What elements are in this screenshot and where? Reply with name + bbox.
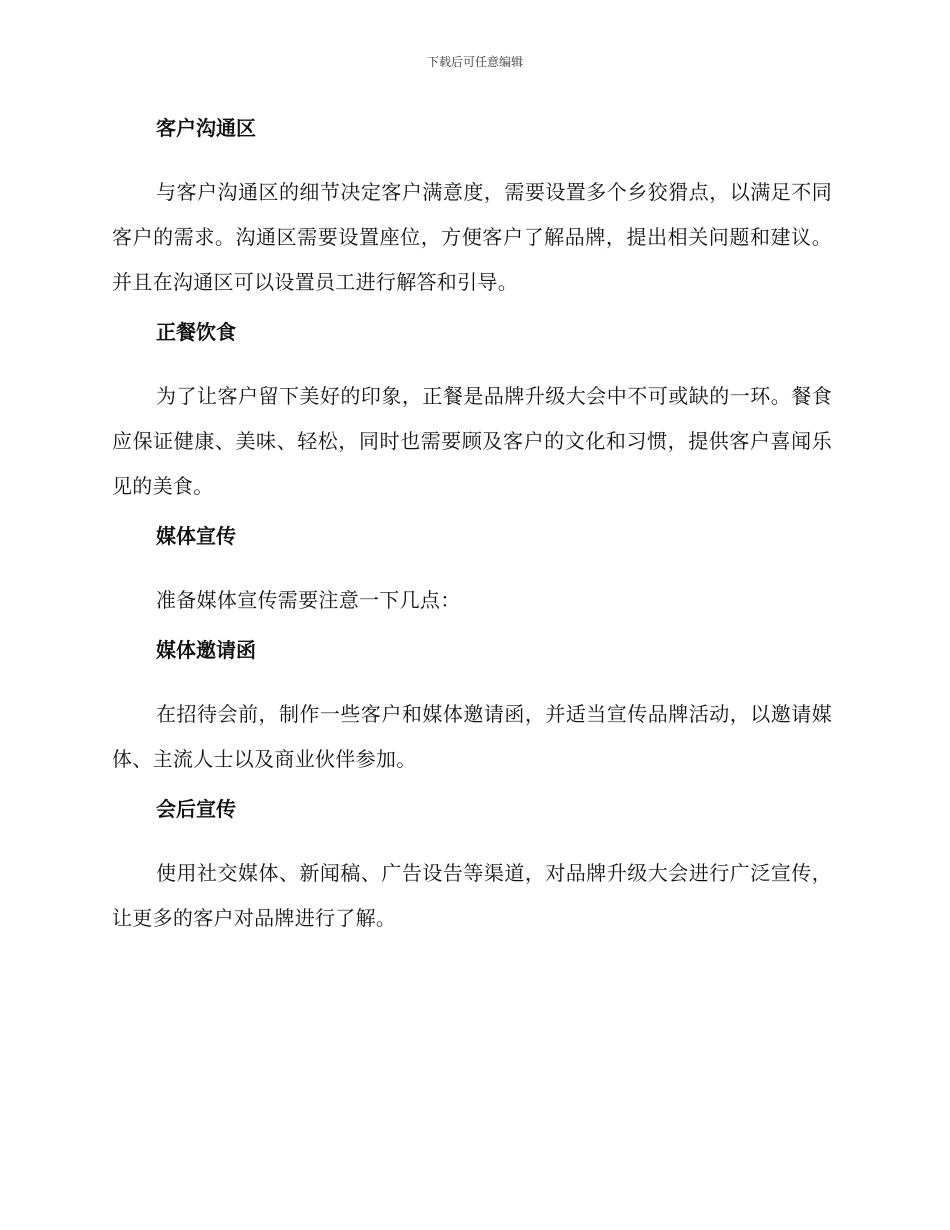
document-content: [112, 113, 832, 953]
header-note: 下载后可任意编辑: [426, 55, 523, 69]
section-body-media-invitation: 在招待会前，制作一些客户和媒体邀请函，并适当宣传品牌活动，以邀请媒体、主流人士以及商业伙伴参加。: [112, 702, 832, 771]
section-body-formal-meal: 为了让客户留下美好的印象，正餐是品牌升级大会中不可或缺的一环。餐食应保证健康、美味、轻松，同时也需要顾及客户的文化和习惯，提供客户喜闻乐见的美食。: [112, 384, 832, 498]
section-body-media-promotion: 准备媒体宣传需要注意一下几点：: [156, 588, 461, 612]
section-heading-post-event-promotion: 会后宣传: [156, 797, 236, 821]
section-heading-media-invitation: 媒体邀请函: [156, 638, 256, 662]
section-heading-customer-communication: 客户沟通区: [156, 116, 256, 140]
section-body-post-event-promotion: 使用社交媒体、新闻稿、广告设告等渠道，对品牌升级大会进行广泛宣传，让更多的客户对品牌进行了解。: [112, 861, 832, 930]
section-heading-media-promotion: 媒体宣传: [156, 524, 236, 548]
section-body-customer-communication: 与客户沟通区的细节决定客户满意度，需要设置多个乡狡猾点，以满足不同客户的需求。沟通区需要设置座位，方便客户了解品牌，提出相关问题和建议。并且在沟通区可以设置员工进行解答和引导。: [112, 180, 832, 294]
section-heading-formal-meal: 正餐饮食: [156, 320, 236, 344]
